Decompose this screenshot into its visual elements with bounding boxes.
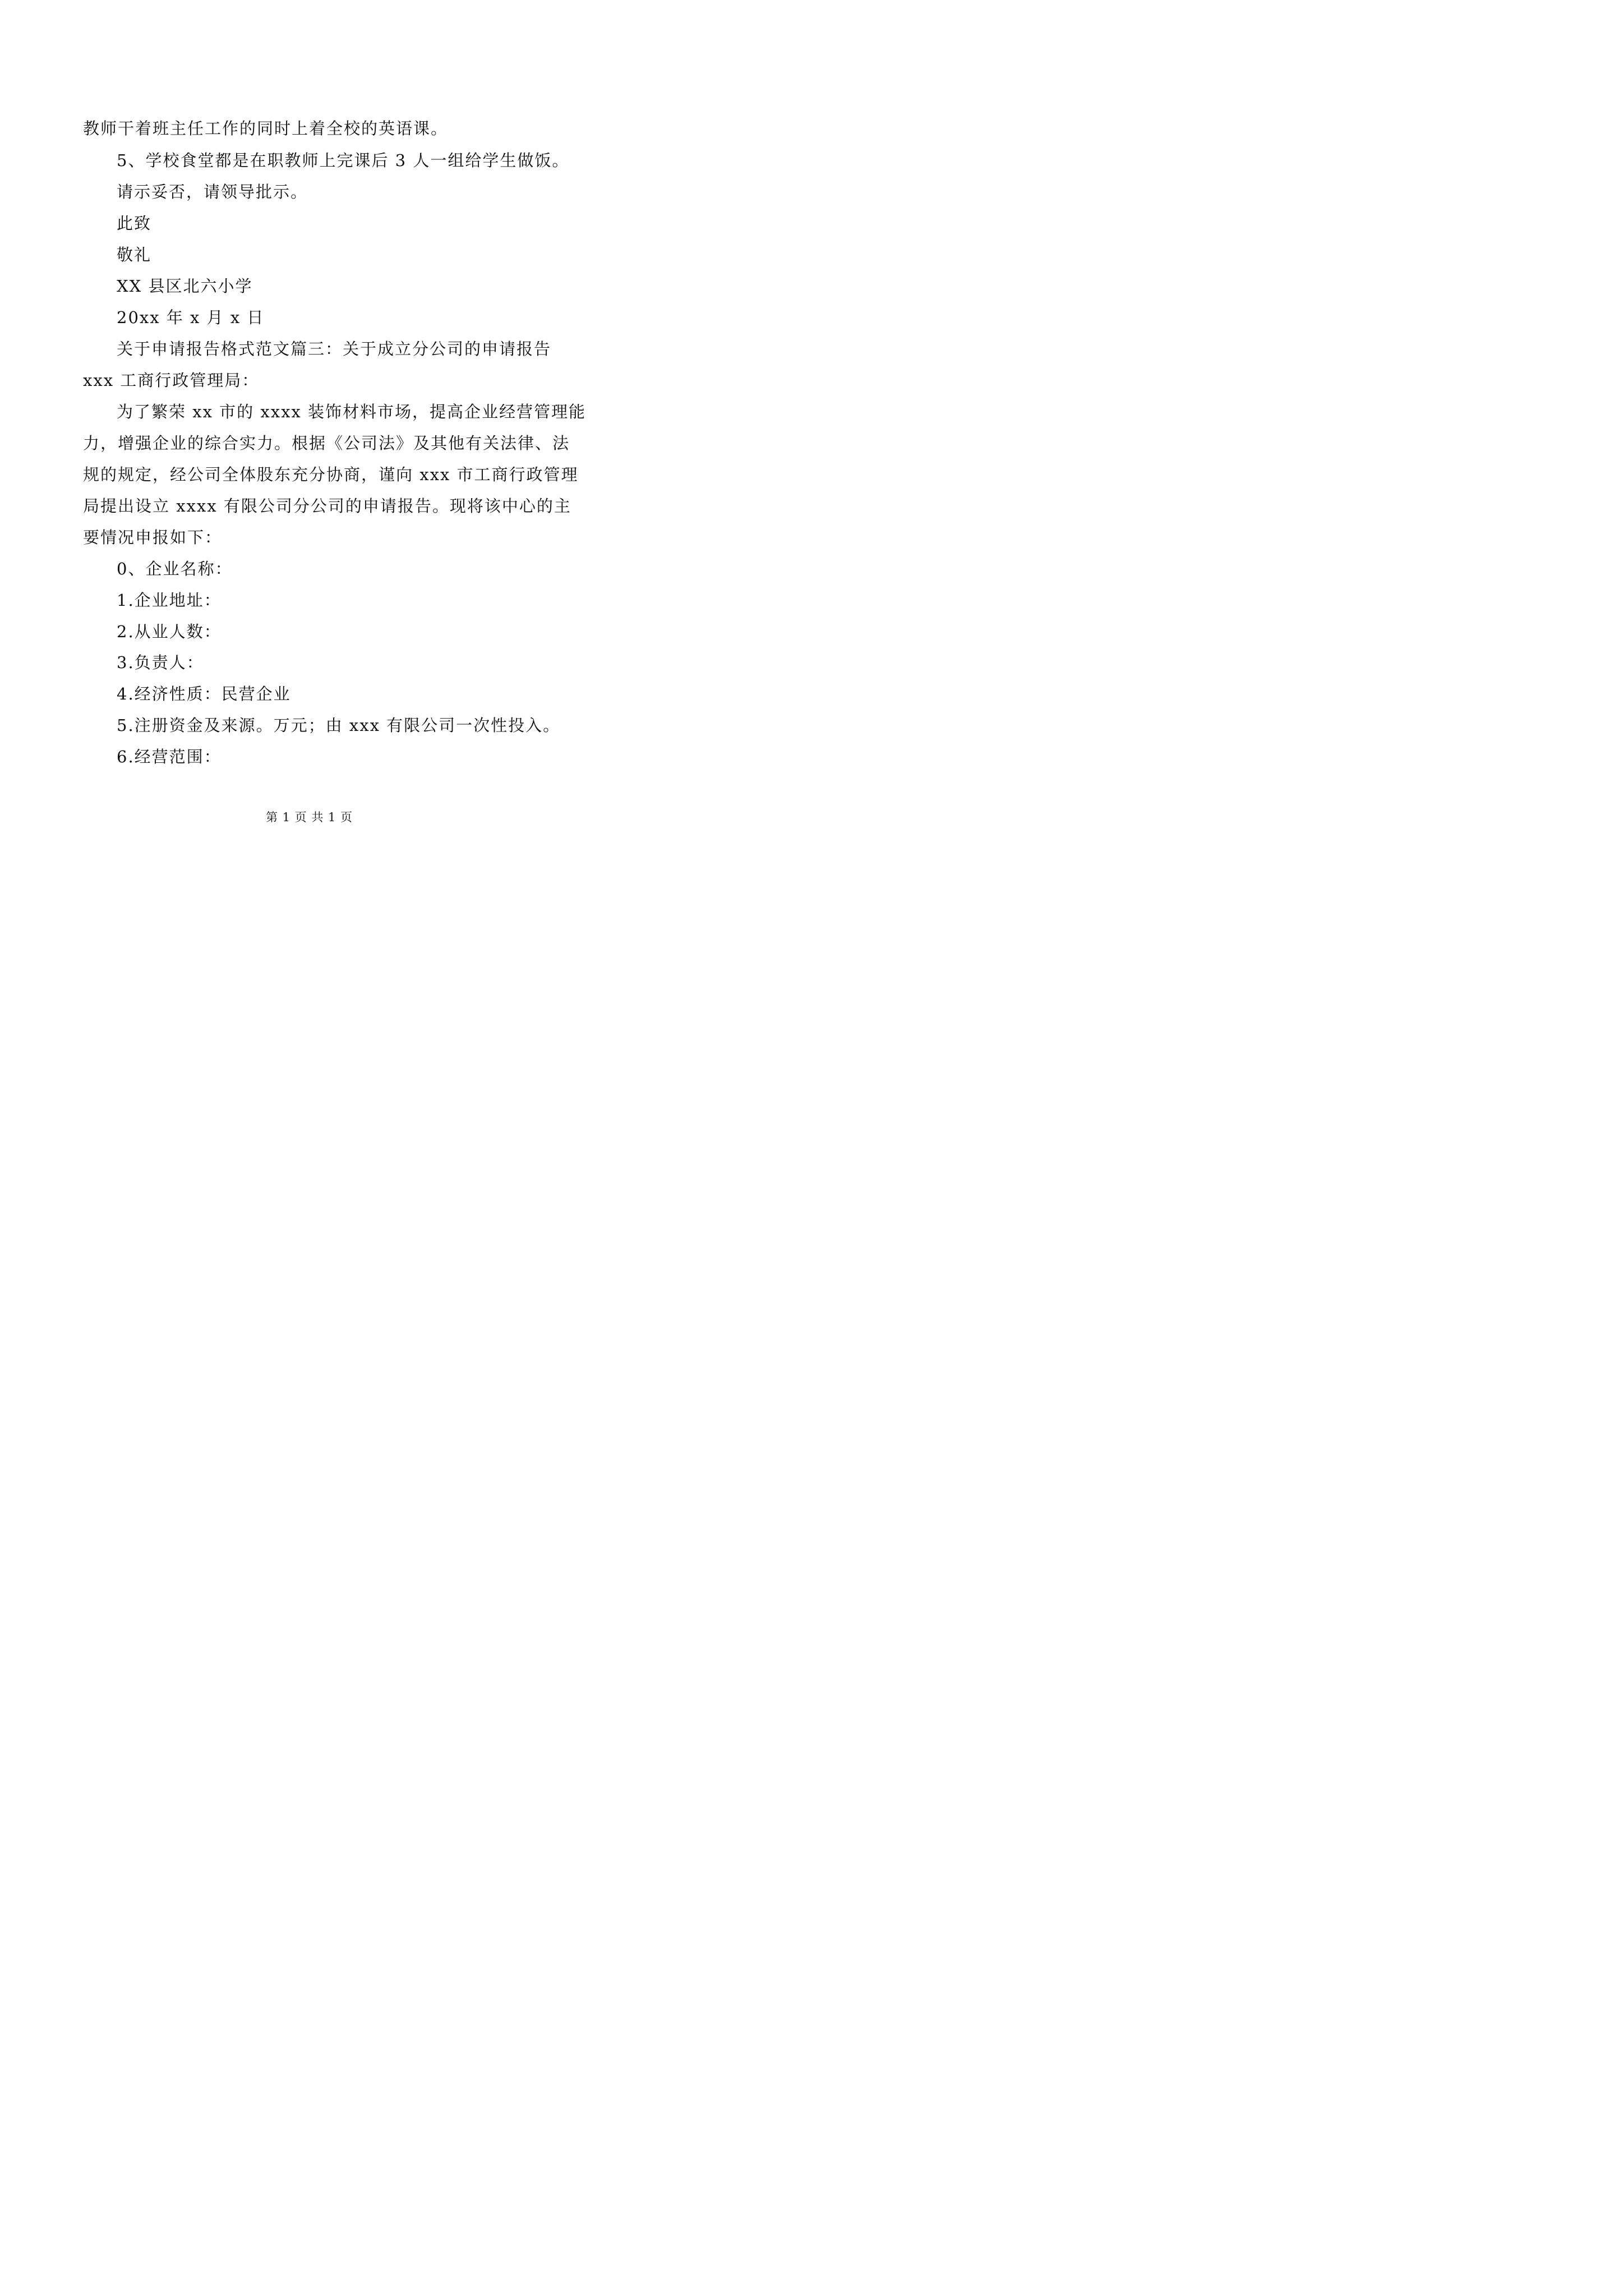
text-line: XX 县区北六小学 [117,277,253,296]
text-line: 1.企业地址： [117,591,222,610]
text-line: 5、学校食堂都是在职教师上完课后 3 人一组给学生做饭。 [117,151,570,170]
text-line: xxx 工商行政管理局： [83,371,260,390]
text-line: 请示妥否，请领导批示。 [117,182,308,201]
text-line: 规的规定，经公司全体股东充分协商，谨向 xxx 市工商行政管理 [83,465,579,484]
text-line: 3.负责人： [117,653,204,672]
text-line: 6.经营范围： [117,747,222,766]
text-line: 0、企业名称： [117,559,233,578]
text-line: 4.经济性质：民营企业 [117,684,291,703]
text-line: 此致 [117,214,152,233]
text-line: 20xx 年 x 月 x 日 [117,308,265,327]
text-line: 2.从业人数： [117,622,222,641]
text-line: 要情况申报如下： [83,528,223,547]
text-line: 5.注册资金及来源。万元；由 xxx 有限公司一次性投入。 [117,716,561,735]
text-line: 力，增强企业的综合实力。根据《公司法》及其他有关法律、法 [83,434,570,453]
text-line: 为了繁荣 xx 市的 xxxx 装饰材料市场，提高企业经营管理能 [117,402,587,421]
text-line: 教师干着班主任工作的同时上着全校的英语课。 [83,119,449,138]
text-line: 局提出设立 xxxx 有限公司分公司的申请报告。现将该中心的主 [83,496,571,516]
page-number-footer: 第 1 页 共 1 页 [265,811,353,824]
text-line: 关于申请报告格式范文篇三：关于成立分公司的申请报告 [117,339,552,358]
document-page [0,0,619,875]
text-line: 敬礼 [117,245,152,264]
